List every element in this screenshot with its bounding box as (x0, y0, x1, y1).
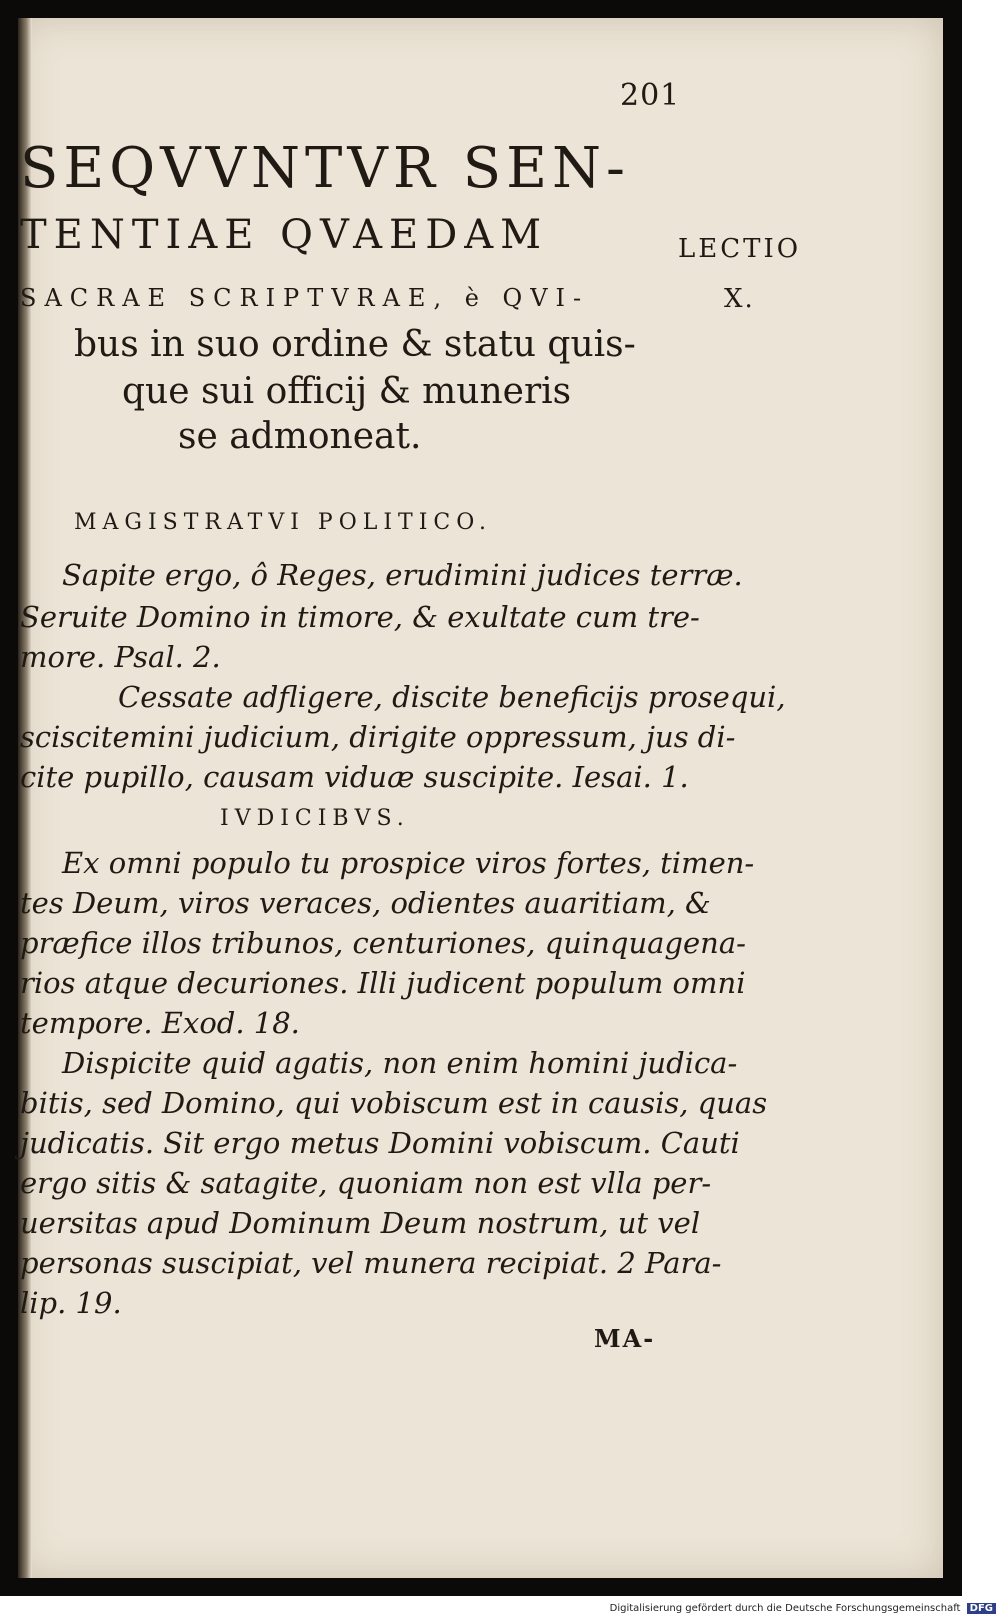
text-line: judicatis. Sit ergo metus Domini vobiscum. Cauti (20, 1126, 740, 1160)
text-line: tes Deum, viros veraces, odientes auaritiam, & (20, 886, 711, 920)
text-line: Cessate adfligere, discite beneficijs prosequi, (118, 680, 786, 714)
text-line: cite pupillo, causam viduæ suscipite. Iesai. 1. (20, 760, 689, 794)
text-line: rios atque decuriones. Illi judicent populum omni (20, 966, 746, 1000)
text-line: bitis, sed Domino, qui vobiscum est in causis, quas (20, 1086, 768, 1120)
text-line: Dispicite quid agatis, non enim homini judica- (62, 1046, 738, 1080)
text-line: præfice illos tribunos, centuriones, quinquagena- (20, 926, 746, 960)
footer-credit (610, 1603, 996, 1614)
text-line: personas suscipiat, vel munera recipiat. 2 Para- (20, 1246, 722, 1280)
text-line: sciscitemini judicium, dirigite oppressum, jus di- (20, 720, 736, 754)
section-heading-magistratui: MAGISTRATVI POLITICO. (74, 510, 492, 535)
title-line-2: TENTIAE QVAEDAM (20, 212, 549, 258)
margin-note-lectio: LECTIO (678, 234, 802, 264)
text-line: more. Psal. 2. (20, 640, 221, 674)
title-line-1: SEQVVNTVR SEN- (20, 136, 630, 201)
text-line: tempore. Exod. 18. (20, 1006, 300, 1040)
page-number: 201 (620, 78, 681, 113)
text-line: lip. 19. (20, 1286, 122, 1320)
title-line-6: se admoneat. (178, 416, 422, 457)
footer-text: Digitalisierung gefördert durch die Deutsche Forschungsgemeinschaft (609, 1603, 961, 1614)
text-line: Ex omni populo tu prospice viros fortes, timen- (62, 846, 755, 880)
section-heading-iudicibus: IVDICIBVS. (220, 806, 410, 831)
text-line: Sapite ergo, ô Reges, erudimini judices terræ. (62, 558, 743, 592)
text-line: ergo sitis & satagite, quoniam non est vlla per- (20, 1166, 712, 1200)
title-line-3: SACRAE SCRIPTVRAE, è QVI- (20, 284, 590, 312)
book-page (18, 18, 943, 1578)
text-line: uersitas apud Dominum Deum nostrum, ut vel (20, 1206, 701, 1240)
catchword: MA- (594, 1324, 656, 1353)
title-line-5: que sui officij & muneris (122, 371, 572, 412)
title-line-4: bus in suo ordine & statu quis- (74, 324, 636, 365)
dfg-logo-icon: DFG (967, 1603, 996, 1614)
text-line: Seruite Domino in timore, & exultate cum tre- (20, 600, 700, 634)
margin-note-number: X. (724, 284, 755, 314)
